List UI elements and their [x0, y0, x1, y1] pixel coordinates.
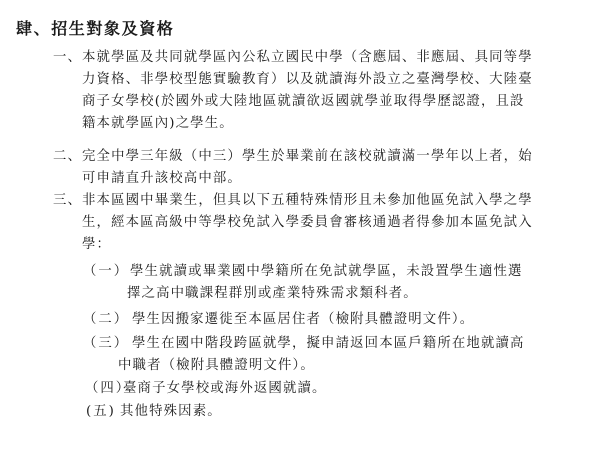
- section-heading: 肆、招生對象及資格: [16, 19, 175, 38]
- item-text: [82, 47, 533, 135]
- sub-item-text: [120, 401, 222, 423]
- sub-item-number: （一）: [83, 264, 130, 279]
- text-line: 臺商子女學校或海外返國就讀。: [123, 381, 327, 396]
- text-line: 擇之高中職課程群別或產業特殊需求類科者。: [127, 286, 418, 301]
- sub-item-number: （二）: [83, 312, 130, 327]
- item-number: 三、: [53, 193, 83, 208]
- sub-item-text: [118, 333, 525, 377]
- text-line: 學生就讀或畢業國中學籍所在免試就學區，未設置學生適性選: [130, 264, 523, 279]
- text-line: 可申請直升該校高中部。: [82, 171, 242, 186]
- text-line: 完全中學三年級（中三）學生於畢業前在該校就讀滿一學年以上者，始: [82, 149, 533, 164]
- sub-item-text: [123, 378, 327, 400]
- sub-item-text: [132, 309, 474, 331]
- text-line: 非本區國中畢業生，但具以下五種特殊情形且未參加他區免試入學之學: [82, 193, 533, 208]
- item-text: [82, 146, 533, 190]
- text-line: 力資格、非學校型態實驗教育）以及就讀海外設立之臺灣學校、大陸臺: [82, 72, 533, 87]
- sub-item-number: (五): [86, 404, 116, 419]
- sub-item-number: （三）: [83, 336, 130, 351]
- text-line: 其他特殊因素。: [120, 404, 222, 419]
- text-line: 本就學區及共同就學區內公私立國民中學（含應屆、非應屆、具同等學: [82, 50, 533, 65]
- item-number: 一、: [53, 50, 83, 65]
- text-line: 學生在國中階段跨區就學，擬申請返回本區戶籍所在地就讀高: [132, 336, 525, 351]
- item-text: [82, 190, 533, 256]
- text-line: 學：: [82, 237, 112, 252]
- sub-item-text: [127, 261, 523, 305]
- text-line: 商子女學校(於國外或大陸地區就讀欲返國就學並取得學歷認證，且設: [82, 94, 525, 109]
- text-line: 學生因搬家遷徙至本區居住者（檢附具體證明文件）。: [132, 312, 475, 327]
- item-number: 二、: [53, 149, 83, 164]
- text-line: 生，經本區高級中等學校免試入學委員會審核通過者得參加本區免試入: [82, 215, 533, 230]
- sub-item-number: （四）: [85, 381, 132, 396]
- text-line: 籍本就學區內)之學生。: [82, 116, 234, 131]
- text-line: 中職者（檢附具體證明文件）。: [118, 358, 315, 373]
